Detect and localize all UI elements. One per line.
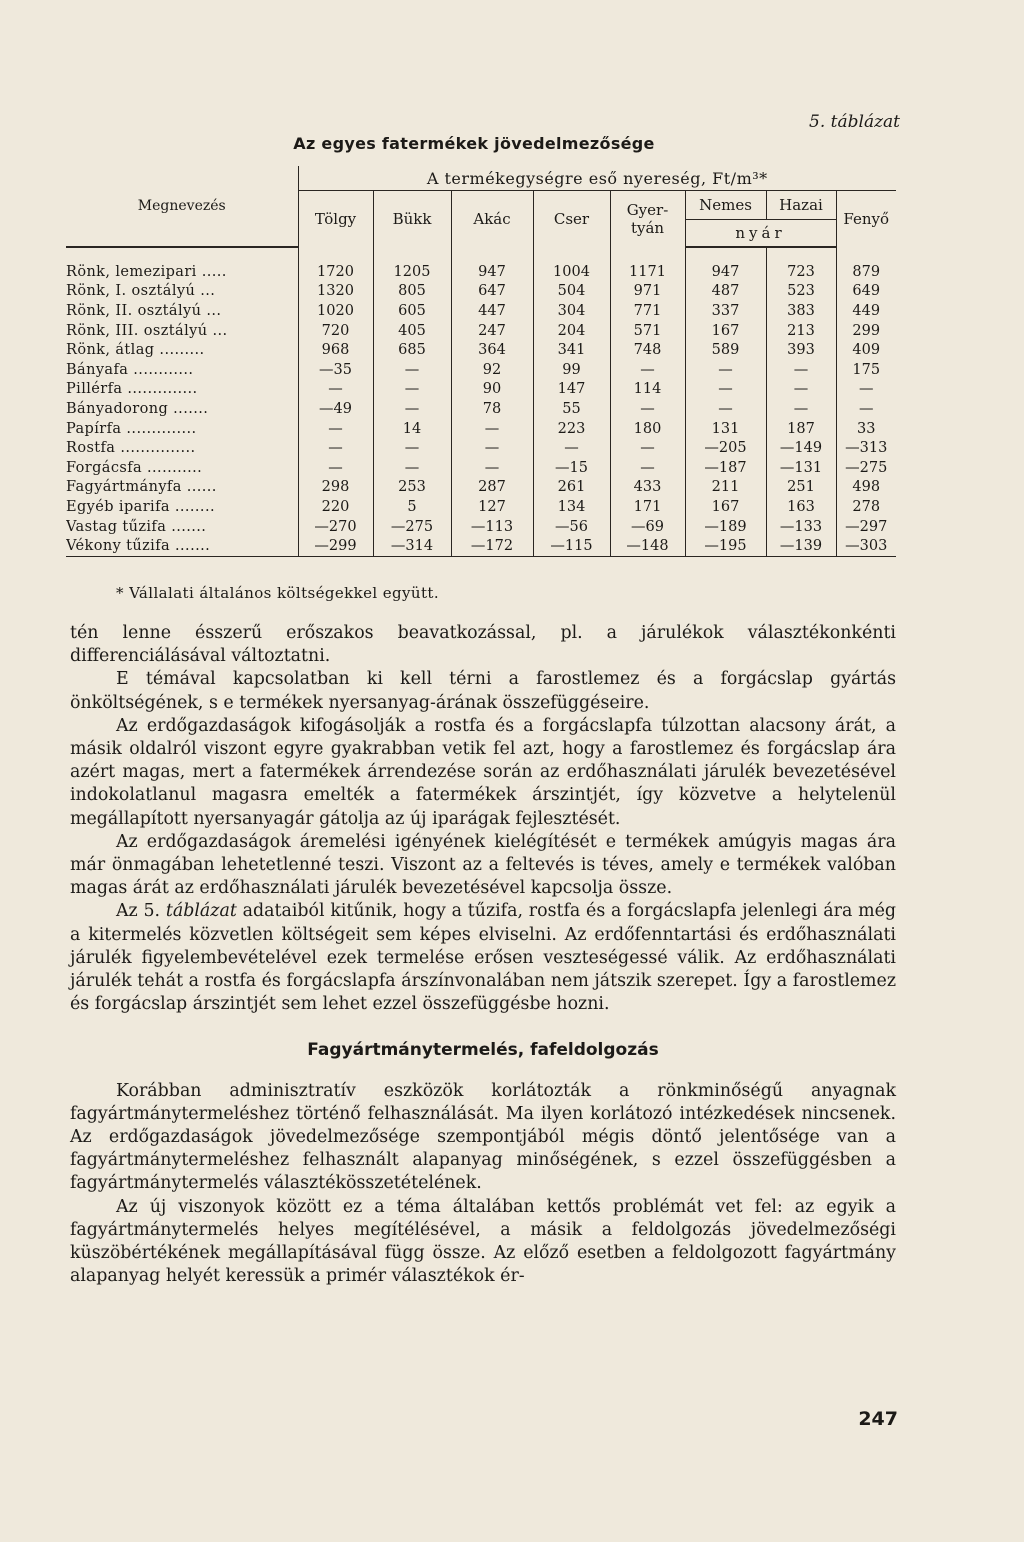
- table-cell: —133: [766, 517, 836, 537]
- table-cell: —: [685, 399, 766, 419]
- table-cell: 605: [373, 301, 451, 321]
- table-cell: 211: [685, 478, 766, 498]
- table-row: [66, 360, 896, 380]
- table-cell: 805: [373, 282, 451, 302]
- table-cell: 14: [373, 419, 451, 439]
- table-cell: 523: [766, 282, 836, 302]
- name-column-header: Megnevezés: [66, 166, 298, 247]
- table-cell: 304: [533, 301, 610, 321]
- col-header-akac: Akác: [451, 191, 533, 248]
- table-row: [66, 282, 896, 302]
- table-cell: 364: [451, 340, 533, 360]
- table-row: [66, 517, 896, 537]
- table-cell: —: [451, 419, 533, 439]
- table-cell: 449: [836, 301, 896, 321]
- body-text: [70, 622, 896, 1288]
- table-cell: 163: [766, 497, 836, 517]
- table-cell: 1004: [533, 262, 610, 282]
- col-header-bukk: Bükk: [373, 191, 451, 248]
- table-cell: 131: [685, 419, 766, 439]
- table-cell: —: [610, 360, 685, 380]
- table-cell: 114: [610, 380, 685, 400]
- row-label: Rönk, II. osztályú ...: [66, 302, 222, 319]
- table-cell: 247: [451, 321, 533, 341]
- table-cell: —205: [685, 438, 766, 458]
- table-cell: —: [533, 438, 610, 458]
- table-cell: 971: [610, 282, 685, 302]
- table-cell: —: [298, 419, 373, 439]
- table-row: [66, 399, 896, 419]
- table-cell: 383: [766, 301, 836, 321]
- table-cell: —299: [298, 536, 373, 556]
- col-header-cser: Cser: [533, 191, 610, 248]
- table-cell: —: [298, 458, 373, 478]
- section-heading: Fagyártmánytermelés, fafeldolgozás: [307, 1040, 659, 1061]
- table-cell: 213: [766, 321, 836, 341]
- table-cell: 167: [685, 497, 766, 517]
- paragraph: Korábban adminisztratív eszközök korlátozták a rönkminőségű anyagnak fagyártmánytermeléshez történő felhasználását. Ma ilyen korlátozó intézkedések nincsenek. Az erdőgazdaságok jövedelmezősége szempontjából mégis döntő jelentősége van a fagyártmánytermeléshez felhasznált alapanyag minőségének, s ezzel összefüggésben a fagyártmánytermelés választékösszetételének.: [70, 1080, 896, 1194]
- table-footnote: * Vállalati általános költségekkel együtt.: [116, 584, 440, 602]
- table-cell: 78: [451, 399, 533, 419]
- table-cell: 1320: [298, 282, 373, 302]
- col-header-nemes: Nemes: [685, 191, 766, 220]
- paragraph: E témával kapcsolatban ki kell térni a farostlemez és a forgácslap gyártás önköltségének, s e termékek nyersanyag-árának összefüggéseire.: [70, 669, 896, 713]
- row-label: Rönk, I. osztályú ...: [66, 283, 216, 300]
- table-cell: —148: [610, 536, 685, 556]
- table-cell: —: [298, 438, 373, 458]
- table-cell: —: [373, 360, 451, 380]
- table-cell: 409: [836, 340, 896, 360]
- col-header-gyertyan: Gyer-tyán: [610, 191, 685, 248]
- table-cell: —: [836, 399, 896, 419]
- table-cell: 504: [533, 282, 610, 302]
- row-label: Vékony tűzifa .......: [66, 536, 298, 556]
- table-cell: 167: [685, 321, 766, 341]
- table-cell: —131: [766, 458, 836, 478]
- table-cell: 204: [533, 321, 610, 341]
- table-cell: —15: [533, 458, 610, 478]
- table-cell: —: [451, 458, 533, 478]
- row-label: Papírfa ..............: [66, 420, 197, 437]
- table-cell: —275: [373, 517, 451, 537]
- row-label: Egyéb iparifa ........: [66, 498, 215, 515]
- row-label: Rostfa ...............: [66, 440, 196, 457]
- paragraph: tén lenne ésszerű erőszakos beavatkozással, pl. a járulékok választékonkénti differenciálásával változtatni.: [70, 623, 896, 667]
- table-cell: 253: [373, 478, 451, 498]
- text-span: adataiból kitűnik, hogy a tűzifa, rostfa és a forgácslapfa jelenlegi ára még a kitermelés közvetlen költségeit sem képes elviselni. Az erdőfenntartási és erdőhasználati járulék figyelembevételével ezek termelése erősen veszteségessé válik. Az erdőhasználati járulék tehát a rostfa és forgácslapfa árszínvonalában nem játszik szerepet. Így a farostlemez és forgácslap árszintjét sem lehet ezzel összefüggésbe hozni.: [70, 901, 897, 1015]
- paragraph: Az új viszonyok között ez a téma általában kettős problémát vet fel: az egyik a fagyártmánytermelés helyes megítélésével, a másik a feldolgozás jövedelmezőségi küszöbértékének megállapításával függ össze. Az előző esetben a feldolgozott fagyártmány alapanyag helyét keressük a primér választékok ér-: [70, 1196, 896, 1287]
- page-number: 247: [858, 1408, 898, 1430]
- row-label: Vastag tűzifa .......: [66, 518, 207, 535]
- table-cell: —: [836, 380, 896, 400]
- table-cell: —: [610, 438, 685, 458]
- table-cell: —314: [373, 536, 451, 556]
- table-row: [66, 497, 896, 517]
- table-cell: —: [685, 360, 766, 380]
- table-cell: —: [373, 438, 451, 458]
- table-cell: —: [373, 380, 451, 400]
- table-cell: 433: [610, 478, 685, 498]
- table-cell: —: [685, 380, 766, 400]
- table-cell: 92: [451, 360, 533, 380]
- paragraph: [70, 900, 896, 1016]
- table-cell: 1720: [298, 262, 373, 282]
- table-cell: —: [610, 399, 685, 419]
- table-cell: 220: [298, 497, 373, 517]
- table-cell: 147: [533, 380, 610, 400]
- table-cell: 487: [685, 282, 766, 302]
- table-cell: —56: [533, 517, 610, 537]
- table-cell: 261: [533, 478, 610, 498]
- table-cell: 947: [685, 262, 766, 282]
- table-cell: 405: [373, 321, 451, 341]
- table-row: [66, 438, 896, 458]
- table-cell: —: [373, 399, 451, 419]
- paragraph: Az erdőgazdaságok kifogásolják a rostfa és a forgácslapfa túlzottan alacsony árát, a másik oldalról viszont egyre gyakrabban vetik fel azt, hogy a farostlemez és forgácslap ára azért magas, mert a fatermékek árrendezése során az erdőhasználati járulék bevezetésével indokolatlanul magasra emelték a fatermékek árszintjét, így közvetve a helytelenül megállapított nyersanyagár gátolja az új iparágak fejlesztését.: [70, 715, 896, 829]
- table-cell: —: [373, 458, 451, 478]
- paragraph: Az erdőgazdaságok áremelési igényének kielégítését e termékek amúgyis magas ára már önmagában lehetetlenné teszi. Viszont az a feltevés is téves, amely e termékek valóban magas árát az erdőhasználati járulék bevezetésével kapcsolja össze.: [70, 831, 896, 899]
- profitability-table: [66, 166, 896, 557]
- table-cell: 879: [836, 262, 896, 282]
- table-cell: 90: [451, 380, 533, 400]
- table-cell: —: [451, 438, 533, 458]
- table-cell: 1171: [610, 262, 685, 282]
- table-cell: —149: [766, 438, 836, 458]
- table-cell: —115: [533, 536, 610, 556]
- table-cell: 171: [610, 497, 685, 517]
- row-label: Bányafa ............: [66, 361, 194, 378]
- table-row: [66, 262, 896, 282]
- table-cell: 498: [836, 478, 896, 498]
- table-label: 5. táblázat: [809, 112, 900, 132]
- table-cell: 55: [533, 399, 610, 419]
- table-cell: 175: [836, 360, 896, 380]
- col-header-fenyo: Fenyő: [836, 191, 896, 248]
- row-label: Rönk, III. osztályú ...: [66, 322, 228, 339]
- table-cell: 180: [610, 419, 685, 439]
- table-cell: 337: [685, 301, 766, 321]
- table-cell: —69: [610, 517, 685, 537]
- col-header-tolgy: Tölgy: [298, 191, 373, 248]
- table-cell: —313: [836, 438, 896, 458]
- table-row: [66, 321, 896, 341]
- table-cell: 647: [451, 282, 533, 302]
- table-cell: 720: [298, 321, 373, 341]
- table-cell: 134: [533, 497, 610, 517]
- table-cell: 1205: [373, 262, 451, 282]
- col-header-nyar: nyár: [685, 220, 836, 248]
- table-cell: 947: [451, 262, 533, 282]
- table-cell: 571: [610, 321, 685, 341]
- table-cell: —275: [836, 458, 896, 478]
- row-label: Fagyártmányfa ......: [66, 479, 217, 496]
- table-cell: —270: [298, 517, 373, 537]
- italic-reference: táblázat: [165, 901, 237, 922]
- table-cell: —: [298, 380, 373, 400]
- row-label: Forgácsfa ...........: [66, 459, 203, 476]
- table-cell: 723: [766, 262, 836, 282]
- table-row: [66, 419, 896, 439]
- table-cell: 298: [298, 478, 373, 498]
- table-cell: —: [766, 380, 836, 400]
- table-row: [66, 301, 896, 321]
- table-cell: —172: [451, 536, 533, 556]
- table-cell: 287: [451, 478, 533, 498]
- table-cell: 685: [373, 340, 451, 360]
- table-cell: 251: [766, 478, 836, 498]
- table-row: [66, 340, 896, 360]
- row-label: Rönk, lemezipari .....: [66, 263, 227, 280]
- table-cell: —187: [685, 458, 766, 478]
- table-cell: 447: [451, 301, 533, 321]
- table-cell: —: [766, 360, 836, 380]
- table-cell: —113: [451, 517, 533, 537]
- table-cell: 33: [836, 419, 896, 439]
- table-cell: —: [766, 399, 836, 419]
- table-cell: —195: [685, 536, 766, 556]
- table-cell: 649: [836, 282, 896, 302]
- table-row: [66, 458, 896, 478]
- table-cell: 748: [610, 340, 685, 360]
- table-cell: 299: [836, 321, 896, 341]
- text-span: Az 5.: [116, 901, 166, 922]
- table-cell: —49: [298, 399, 373, 419]
- table-cell: 187: [766, 419, 836, 439]
- table-cell: 1020: [298, 301, 373, 321]
- table-cell: 99: [533, 360, 610, 380]
- col-header-hazai: Hazai: [766, 191, 836, 220]
- table-cell: 5: [373, 497, 451, 517]
- table-cell: 589: [685, 340, 766, 360]
- row-label: Bányadorong .......: [66, 400, 209, 417]
- table-cell: —139: [766, 536, 836, 556]
- table-row: [66, 536, 896, 556]
- table-cell: —297: [836, 517, 896, 537]
- row-label: Pillérfa ..............: [66, 381, 198, 398]
- table-row: [66, 380, 896, 400]
- table-cell: —: [610, 458, 685, 478]
- table-row: [66, 478, 896, 498]
- table-cell: 771: [610, 301, 685, 321]
- table-cell: 127: [451, 497, 533, 517]
- row-label: Rönk, átlag .........: [66, 342, 205, 359]
- table-title: Az egyes fatermékek jövedelmezősége: [293, 134, 655, 153]
- table-cell: 393: [766, 340, 836, 360]
- table-cell: 968: [298, 340, 373, 360]
- table-cell: —303: [836, 536, 896, 556]
- table-cell: 278: [836, 497, 896, 517]
- table-cell: —35: [298, 360, 373, 380]
- table-cell: 223: [533, 419, 610, 439]
- table-cell: —189: [685, 517, 766, 537]
- group-header: A termékegységre eső nyereség, Ft/m³*: [298, 166, 896, 191]
- table-cell: 341: [533, 340, 610, 360]
